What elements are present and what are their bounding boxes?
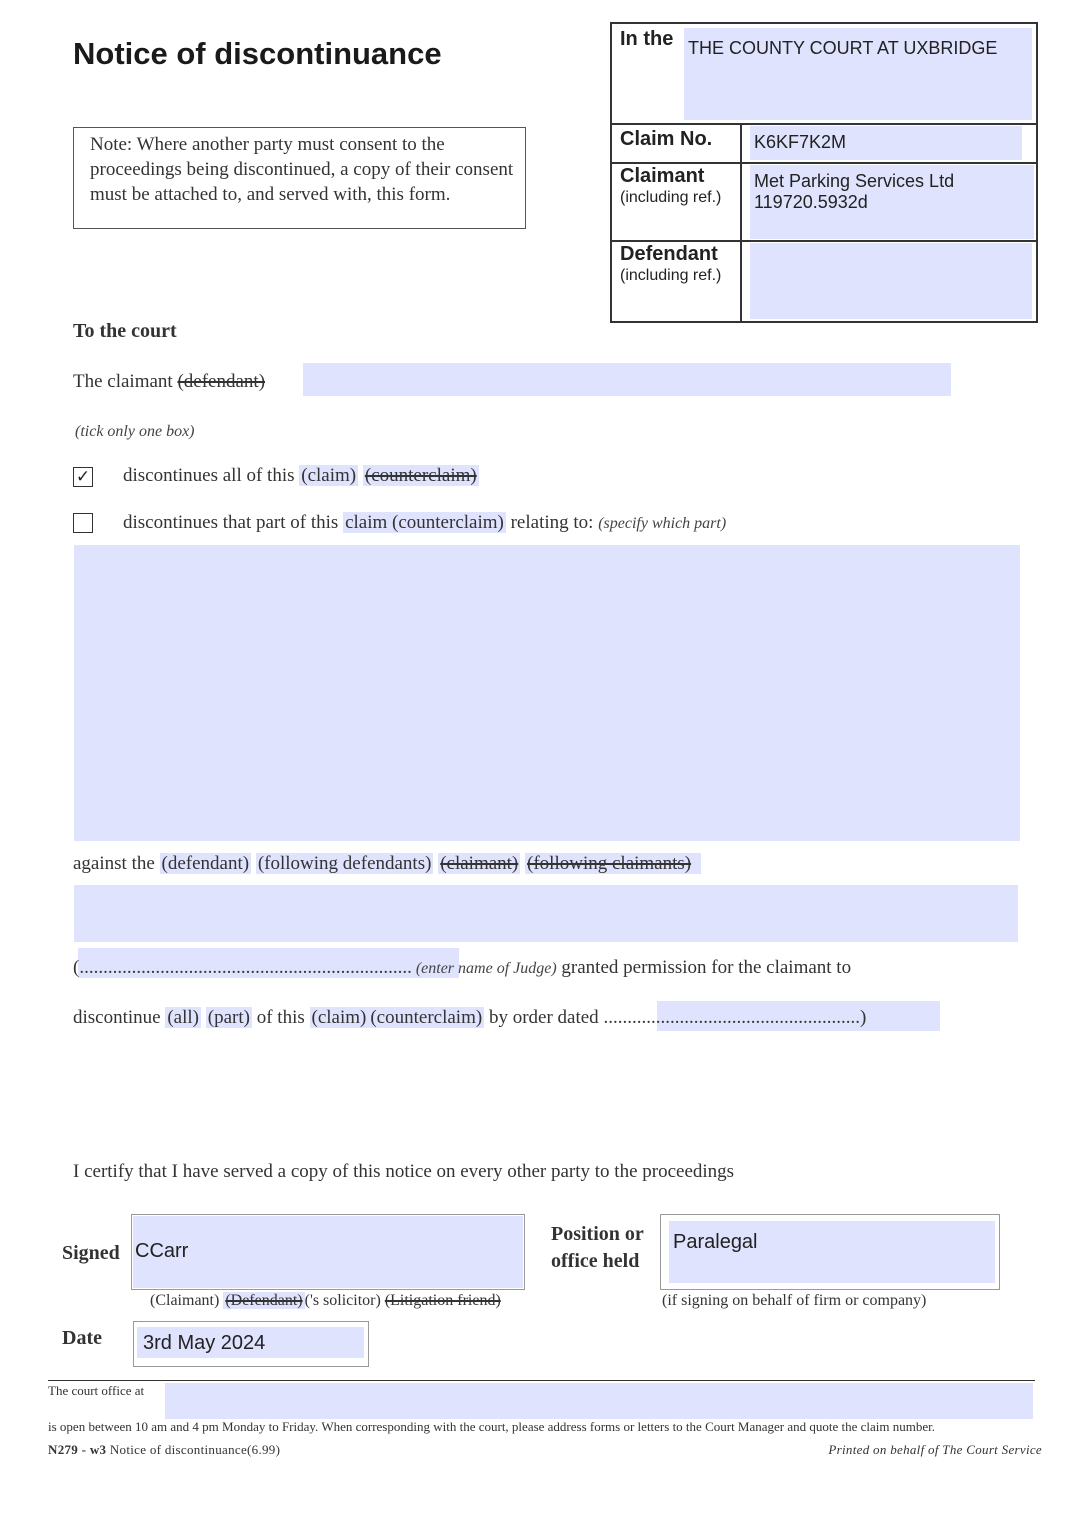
- claim-choice[interactable]: (claim): [301, 465, 357, 486]
- consent-note: Note: Where another party must consent to the proceedings being discontinued, a copy of their consent must be attached to, and served with, this form.: [73, 127, 526, 229]
- close-paren: ): [859, 1007, 867, 1028]
- position-hint: (if signing on behalf of firm or company): [662, 1292, 927, 1309]
- by-order-text: by order dated: [484, 1007, 604, 1028]
- claim-no-label: Claim No.: [620, 128, 713, 150]
- case-header-box: [610, 22, 1038, 323]
- option-all-text: [123, 465, 479, 487]
- form-title: Notice of discontinuance: [73, 36, 442, 71]
- position-label-line2: office held: [551, 1250, 640, 1272]
- option-part-rest: relating to:: [505, 512, 599, 533]
- claimant-field[interactable]: [750, 165, 1034, 239]
- against-line: [73, 853, 701, 875]
- claimant-choice[interactable]: (claimant): [440, 853, 519, 874]
- part-choice[interactable]: (part): [207, 1007, 250, 1028]
- role-solicitor[interactable]: ('s solicitor): [304, 1292, 381, 1309]
- counterclaim-choice-2[interactable]: (counterclaim): [370, 1007, 483, 1028]
- judge-open-paren: (: [73, 957, 80, 978]
- claimant-line-prefix: The claimant: [73, 371, 178, 392]
- claimant-line: [73, 371, 265, 393]
- following-defendants-choice[interactable]: (following defendants): [257, 853, 432, 874]
- role-defendant[interactable]: (Defendant): [225, 1292, 303, 1309]
- parties-field[interactable]: [74, 885, 1018, 942]
- claimant-label: Claimant (including ref.): [620, 165, 722, 206]
- claim-counterclaim-choice[interactable]: claim (counterclaim): [345, 512, 504, 533]
- order-dots: ......................................................: [603, 1007, 860, 1028]
- footer-divider: [48, 1380, 1035, 1381]
- court-name-field[interactable]: THE COUNTY COURT AT UXBRIDGE: [684, 28, 1032, 120]
- against-prefix: against the: [73, 853, 160, 874]
- date-label: Date: [62, 1327, 102, 1349]
- struck-defendant: (defendant): [177, 371, 266, 392]
- court-office-label: The court office at: [48, 1383, 145, 1398]
- form-code: [48, 1442, 280, 1458]
- discontinue-part-checkbox[interactable]: [73, 513, 93, 533]
- date-box: [133, 1321, 369, 1367]
- judge-hint: (enter name of Judge): [411, 960, 557, 977]
- judge-dots: ......................................................................: [79, 957, 412, 978]
- option-part-text: [123, 512, 726, 534]
- option-all-label: discontinues all of this: [123, 465, 300, 486]
- discontinue-line: [73, 1007, 866, 1029]
- counterclaim-choice[interactable]: (counterclaim): [364, 465, 477, 486]
- claimant-ref: 119720.5932d: [754, 192, 868, 212]
- role-claimant[interactable]: (Claimant): [150, 1292, 220, 1309]
- option-part-label: discontinues that part of this: [123, 512, 344, 533]
- date-field[interactable]: 3rd May 2024: [137, 1327, 364, 1358]
- position-label: [551, 1221, 644, 1275]
- certify-statement: I certify that I have served a copy of this notice on every other party to the proceedings: [73, 1161, 735, 1182]
- office-hours-text: is open between 10 am and 4 pm Monday to Friday. When corresponding with the court, please address forms or letters to the Court Manager and quote the claim number.: [48, 1419, 936, 1434]
- specify-part-hint: (specify which part): [598, 515, 727, 532]
- claim-no-field[interactable]: K6KF7K2M: [750, 126, 1022, 160]
- judge-line: [73, 957, 851, 979]
- following-claimants-choice[interactable]: (following claimants): [525, 853, 701, 874]
- discontinue-all-checkbox[interactable]: ✓: [73, 467, 93, 487]
- claimant-name: Met Parking Services Ltd: [754, 171, 955, 191]
- all-choice[interactable]: (all): [167, 1007, 200, 1028]
- form-name: Notice of discontinuance(6.99): [106, 1442, 281, 1457]
- signature-field[interactable]: CCarr: [133, 1216, 523, 1288]
- defendant-label: Defendant (including ref.): [620, 243, 722, 284]
- court-office-field[interactable]: [165, 1383, 1033, 1419]
- position-box: [660, 1214, 1000, 1290]
- position-label-line1: Position or: [551, 1223, 644, 1245]
- signature-box: [131, 1214, 525, 1290]
- defendant-field[interactable]: [750, 243, 1032, 319]
- to-the-court-heading: To the court: [73, 320, 177, 342]
- form-code-number: N279 - w3: [48, 1442, 107, 1457]
- judge-text: granted permission for the claimant to: [556, 957, 852, 978]
- discontinue-prefix: discontinue: [73, 1007, 166, 1028]
- discontinue-mid: of this: [251, 1007, 310, 1028]
- in-the-label: In the: [620, 28, 674, 50]
- tick-hint: (tick only one box): [75, 423, 195, 440]
- claim-choice-2[interactable]: (claim): [311, 1007, 367, 1028]
- signer-role-options: [150, 1292, 501, 1310]
- printed-by: Printed on behalf of The Court Service: [828, 1442, 1042, 1457]
- party-name-field[interactable]: [303, 363, 951, 396]
- signed-label: Signed: [62, 1242, 120, 1264]
- defendant-choice[interactable]: (defendant): [161, 853, 250, 874]
- role-litigation-friend[interactable]: (Litigation friend): [384, 1292, 501, 1309]
- position-field[interactable]: Paralegal: [669, 1221, 995, 1283]
- part-details-field[interactable]: [74, 545, 1020, 841]
